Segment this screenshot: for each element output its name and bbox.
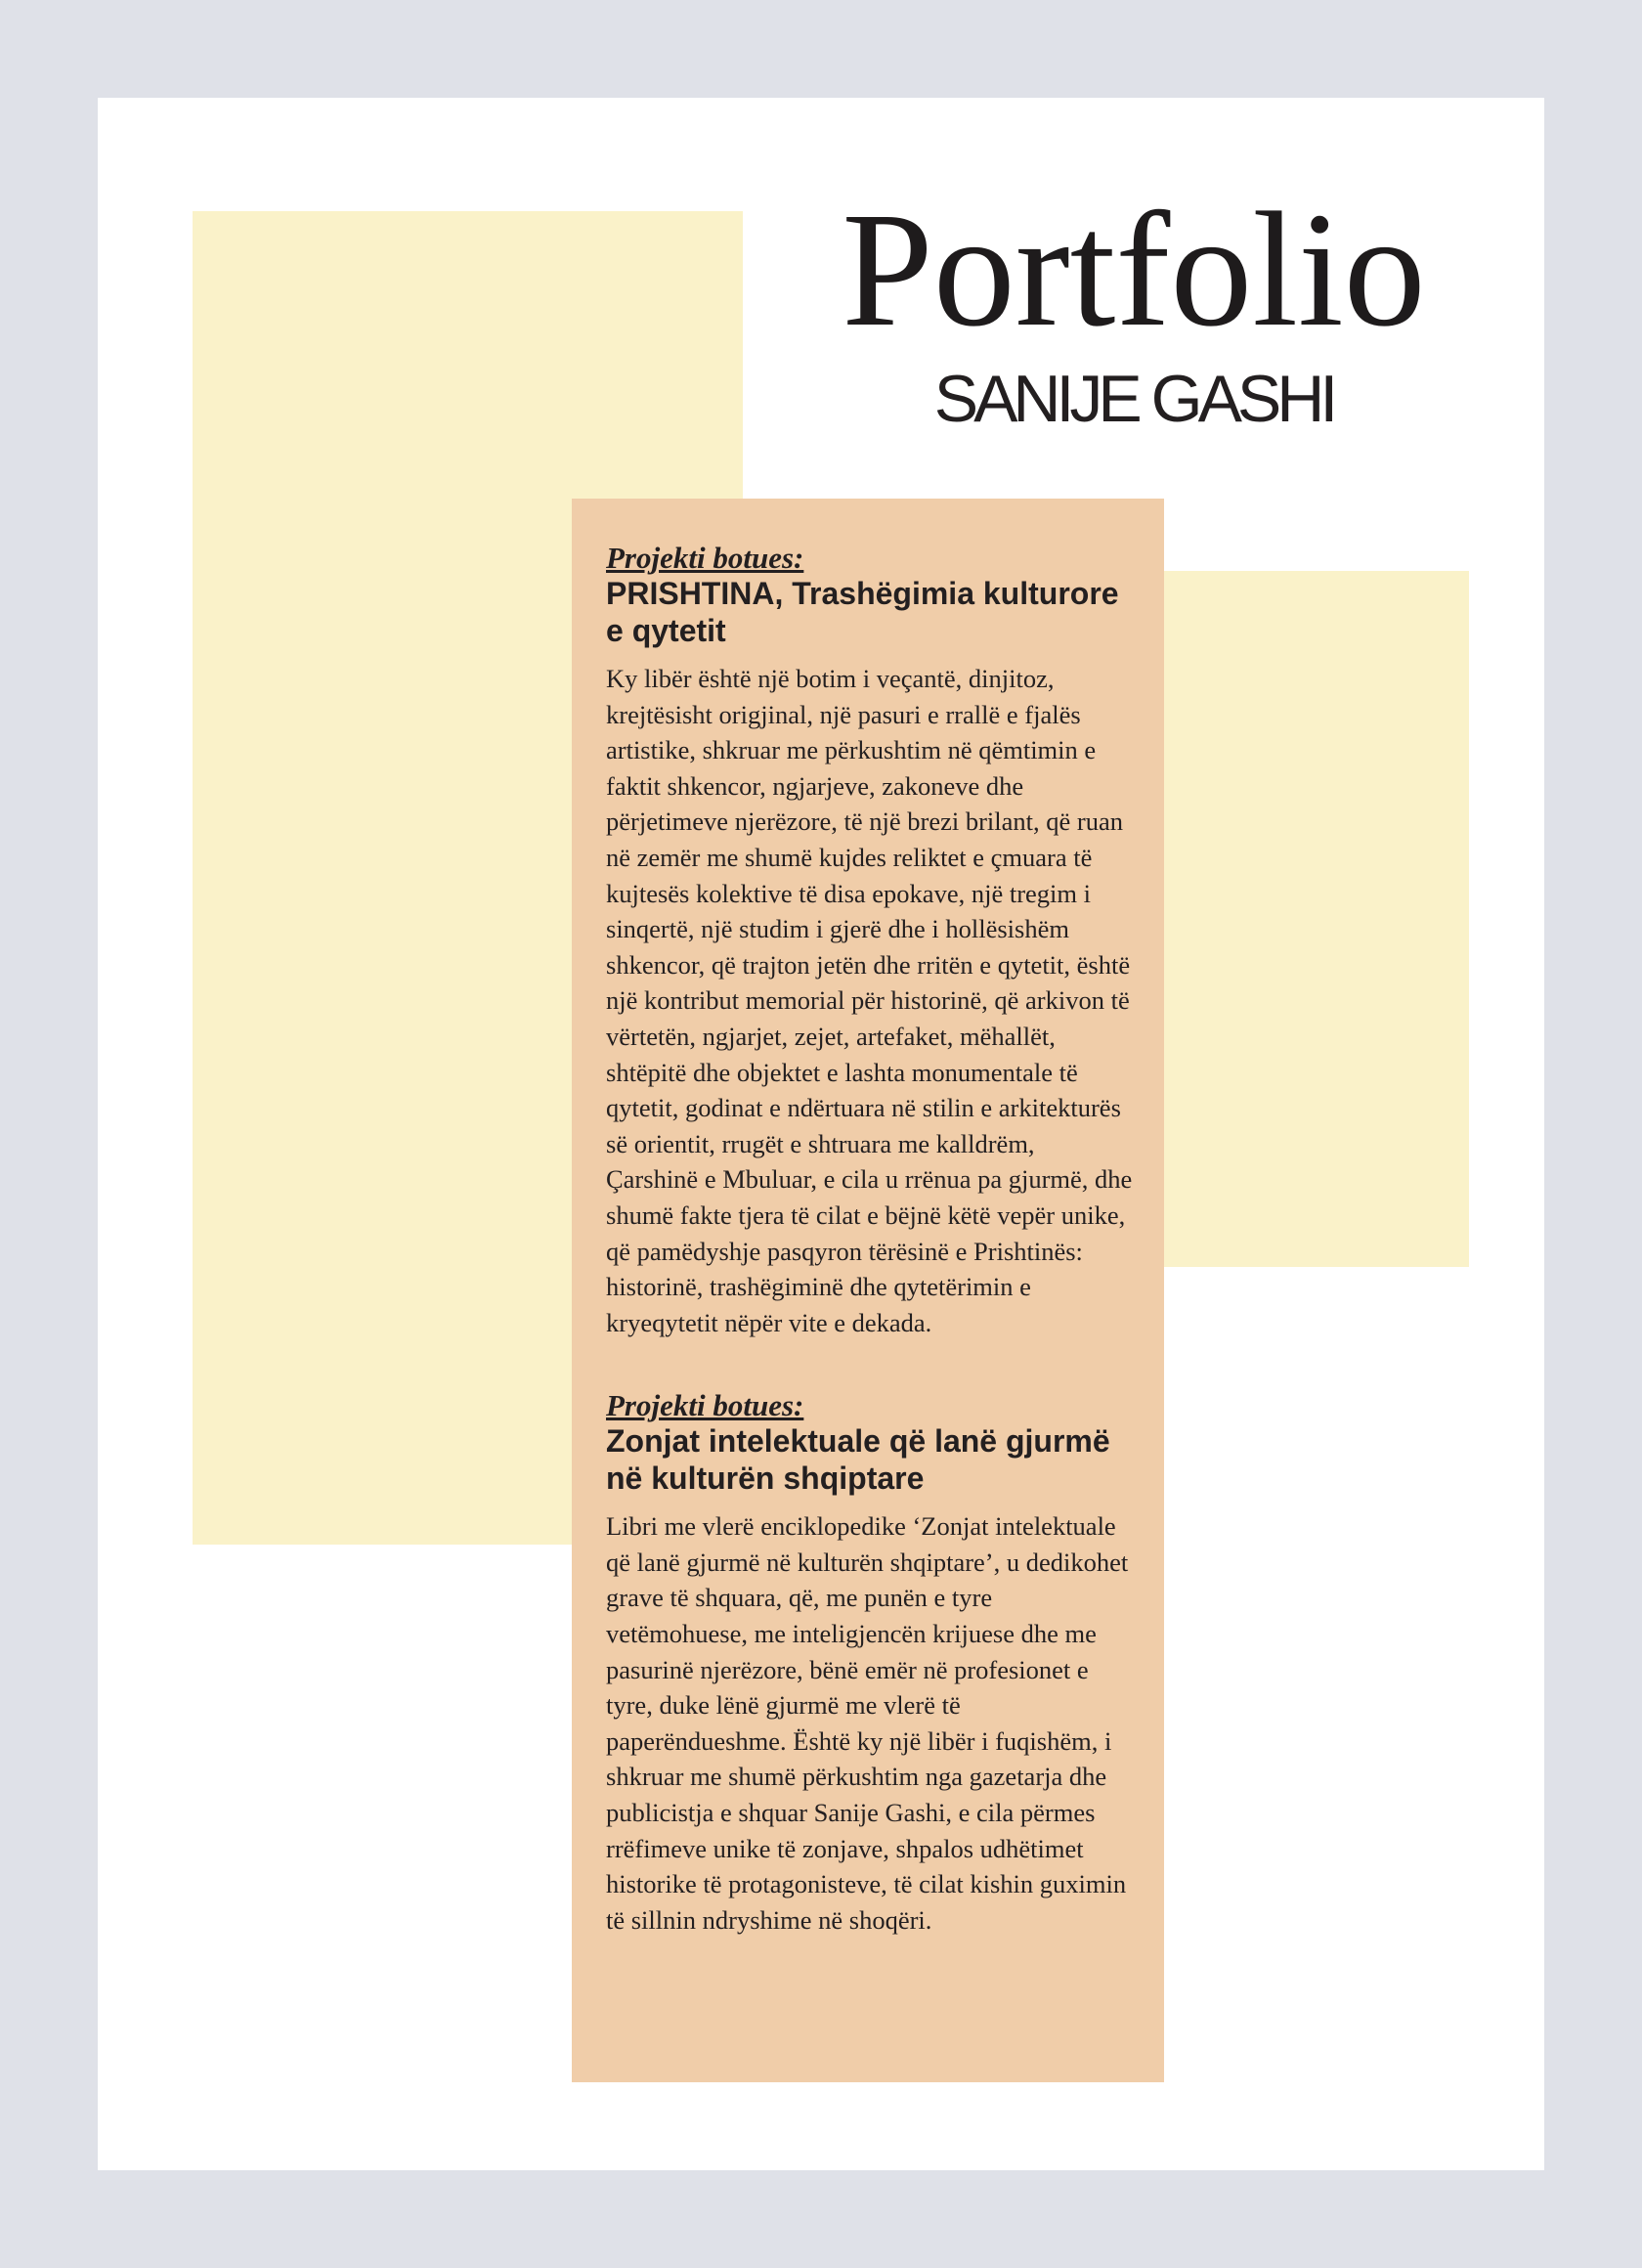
author-name: SANIJE GASHI (933, 362, 1334, 436)
project-item (606, 542, 1133, 1340)
project-label: Projekti botues: (606, 1388, 804, 1423)
portfolio-page (98, 98, 1544, 2170)
project-label: Projekti botues: (606, 541, 804, 575)
project-title: Zonjat intelektuale që lanë gjurmë në kulturën shqiptare (606, 1423, 1110, 1497)
project-item (606, 1389, 1133, 1938)
projects-card (572, 499, 1164, 2082)
project-title: PRISHTINA, Trashëgimia kulturore e qytetit (606, 576, 1119, 648)
project-description: Ky libër është një botim i veçantë, dinjitoz, krejtësisht origjinal, një pasuri e rrallë e fjalës artistike, shkruar me përkushtim në qëmtimin e faktit shkencor, ngjarjeve, zakoneve dhe përjetimeve njerëzore, të një brezi brilant, që ruan në zemër me shumë kujdes reliktet e çmuara të kujtesës kolektive të disa epokave, një tregim i sinqertë, një studim i gjerë dhe i hollësishëm shkencor, që trajton jetën dhe rritën e qytetit, është një kontribut memorial për historinë, që arkivon të vërtetën, ngjarjet, zejet, artefaket, mëhallët, shtëpitë dhe objektet e lashta monumentale të qytetit, godinat e ndërtuara në stilin e arkitekturës së orientit, rrugët e shtruara me kalldrëm, Çarshinë e Mbuluar, e cila u rrënua pa gjurmë, dhe shumë fakte tjera të cilat e bëjnë këtë vepër unike, që pamëdyshje pasqyron tërësinë e Prishtinës: historinë, trashëgiminë dhe qytetërimin e kryeqytetit nëpër vite e dekada. (606, 664, 1133, 1337)
decorative-yellow-block-right (1163, 571, 1469, 1267)
project-description: Libri me vlerë enciklopedike ‘Zonjat intelektuale që lanë gjurmë në kulturën shqiptare’, u dedikohet grave të shquara, që, me punën e tyre vetëmohuese, me inteligjencën krijuese dhe me pasurinë njerëzore, bënë emër në profesionet e tyre, duke lënë gjurmë me vlerë të paperëndueshme. Është ky një libër i fuqishëm, i shkruar me shumë përkushtim nga gazetarja dhe publicistja e shquar Sanije Gashi, e cila përmes rrëfimeve unike të zonjave, shpalos udhëtimet historike të protagonisteve, të cilat kishin guximin të sillnin ndryshime në shoqëri. (606, 1511, 1129, 1935)
page-title: Portfolio (842, 179, 1426, 361)
